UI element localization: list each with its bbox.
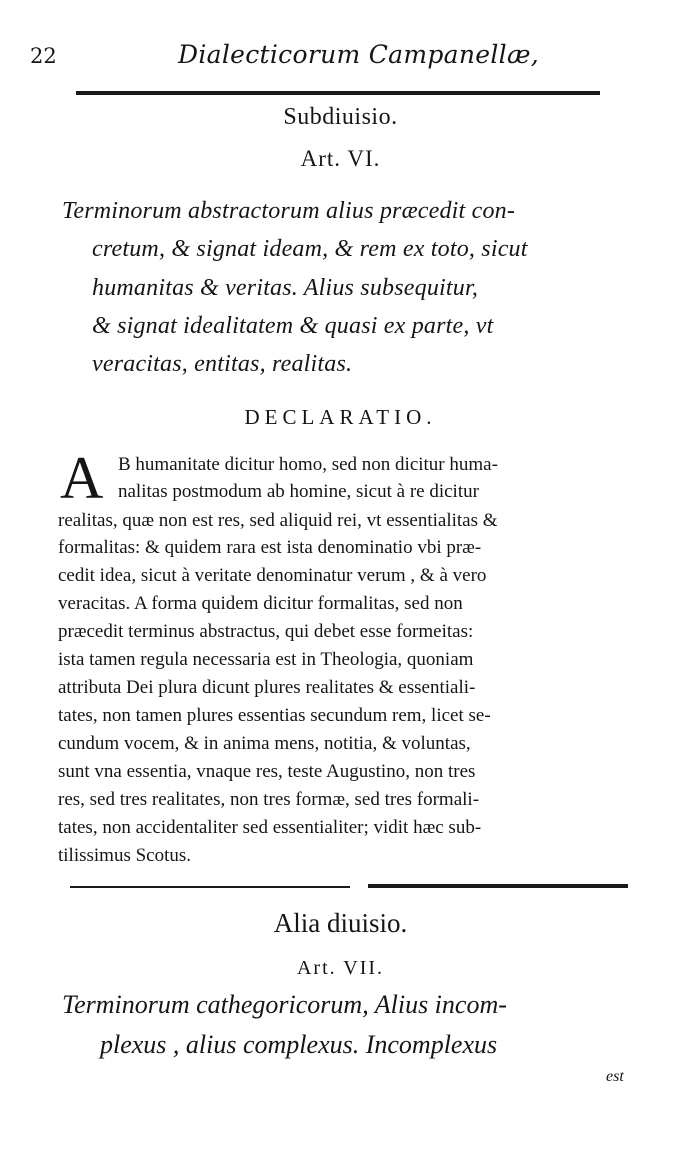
italic-line: Terminorum cathegoricorum, Alius incom- — [62, 990, 507, 1019]
italic-line: plexus , alius complexus. Incomplexus — [100, 1030, 498, 1059]
body-line: ista tamen regula necessaria est in Theologia, quoniam — [58, 649, 474, 670]
body-line: nalitas postmodum ab homine, sicut à re dicitur — [118, 481, 479, 502]
body-line: B humanitate dicitur homo, sed non dicitur huma- — [118, 454, 498, 475]
drop-cap: A — [60, 445, 104, 511]
body-line: attributa Dei plura dicunt plures realitates & essentiali- — [58, 677, 476, 698]
article-label: Art. VI. — [300, 146, 381, 171]
section-rule-left — [70, 886, 350, 888]
section-rule-right — [368, 884, 628, 888]
body-line: cedit idea, sicut à veritate denominatur verum , & à vero — [58, 565, 487, 586]
subdivision-heading: Subdiuisio. — [283, 104, 398, 130]
body-line: realitas, quæ non est res, sed aliquid rei, vt essentialitas & — [58, 510, 498, 531]
article-label: Art. VII. — [296, 957, 385, 979]
body-line: tates, non tamen plures essentias secundum rem, licet se- — [58, 705, 491, 726]
italic-line: Terminorum abstractorum alius præcedit con- — [62, 198, 516, 224]
body-line: cundum vocem, & in anima mens, notitia, & voluntas, — [58, 733, 471, 754]
italic-line: & signat idealitatem & quasi ex parte, vt — [92, 313, 494, 339]
body-line: res, sed tres realitates, non tres formæ, sed tres formali- — [58, 789, 480, 810]
italic-line: veracitas, entitas, realitas. — [92, 351, 353, 377]
header-rule — [76, 91, 600, 95]
italic-line: humanitas & veritas. Alius subsequitur, — [92, 275, 479, 301]
body-line: sunt vna essentia, vnaque res, teste Augustino, non tres — [58, 761, 476, 782]
italic-line: cretum, & signat ideam, & rem ex toto, sicut — [92, 236, 528, 262]
catchword: est — [606, 1068, 624, 1085]
body-line: præcedit terminus abstractus, qui debet esse formeitas: — [58, 621, 474, 642]
running-title: Dialecticorum Campanellæ, — [178, 40, 540, 69]
page-number: 22 — [30, 44, 57, 68]
body-line: formalitas: & quidem rara est ista denominatio vbi præ- — [58, 537, 482, 558]
body-line: tilissimus Scotus. — [58, 845, 192, 866]
declaratio-heading: DECLARATIO. — [244, 405, 437, 429]
body-line: tates, non accidentaliter sed essentialiter; vidit hæc sub- — [58, 817, 482, 838]
body-line: veracitas. A forma quidem dicitur formalitas, sed non — [58, 593, 463, 614]
division-heading: Alia diuisio. — [273, 908, 408, 938]
